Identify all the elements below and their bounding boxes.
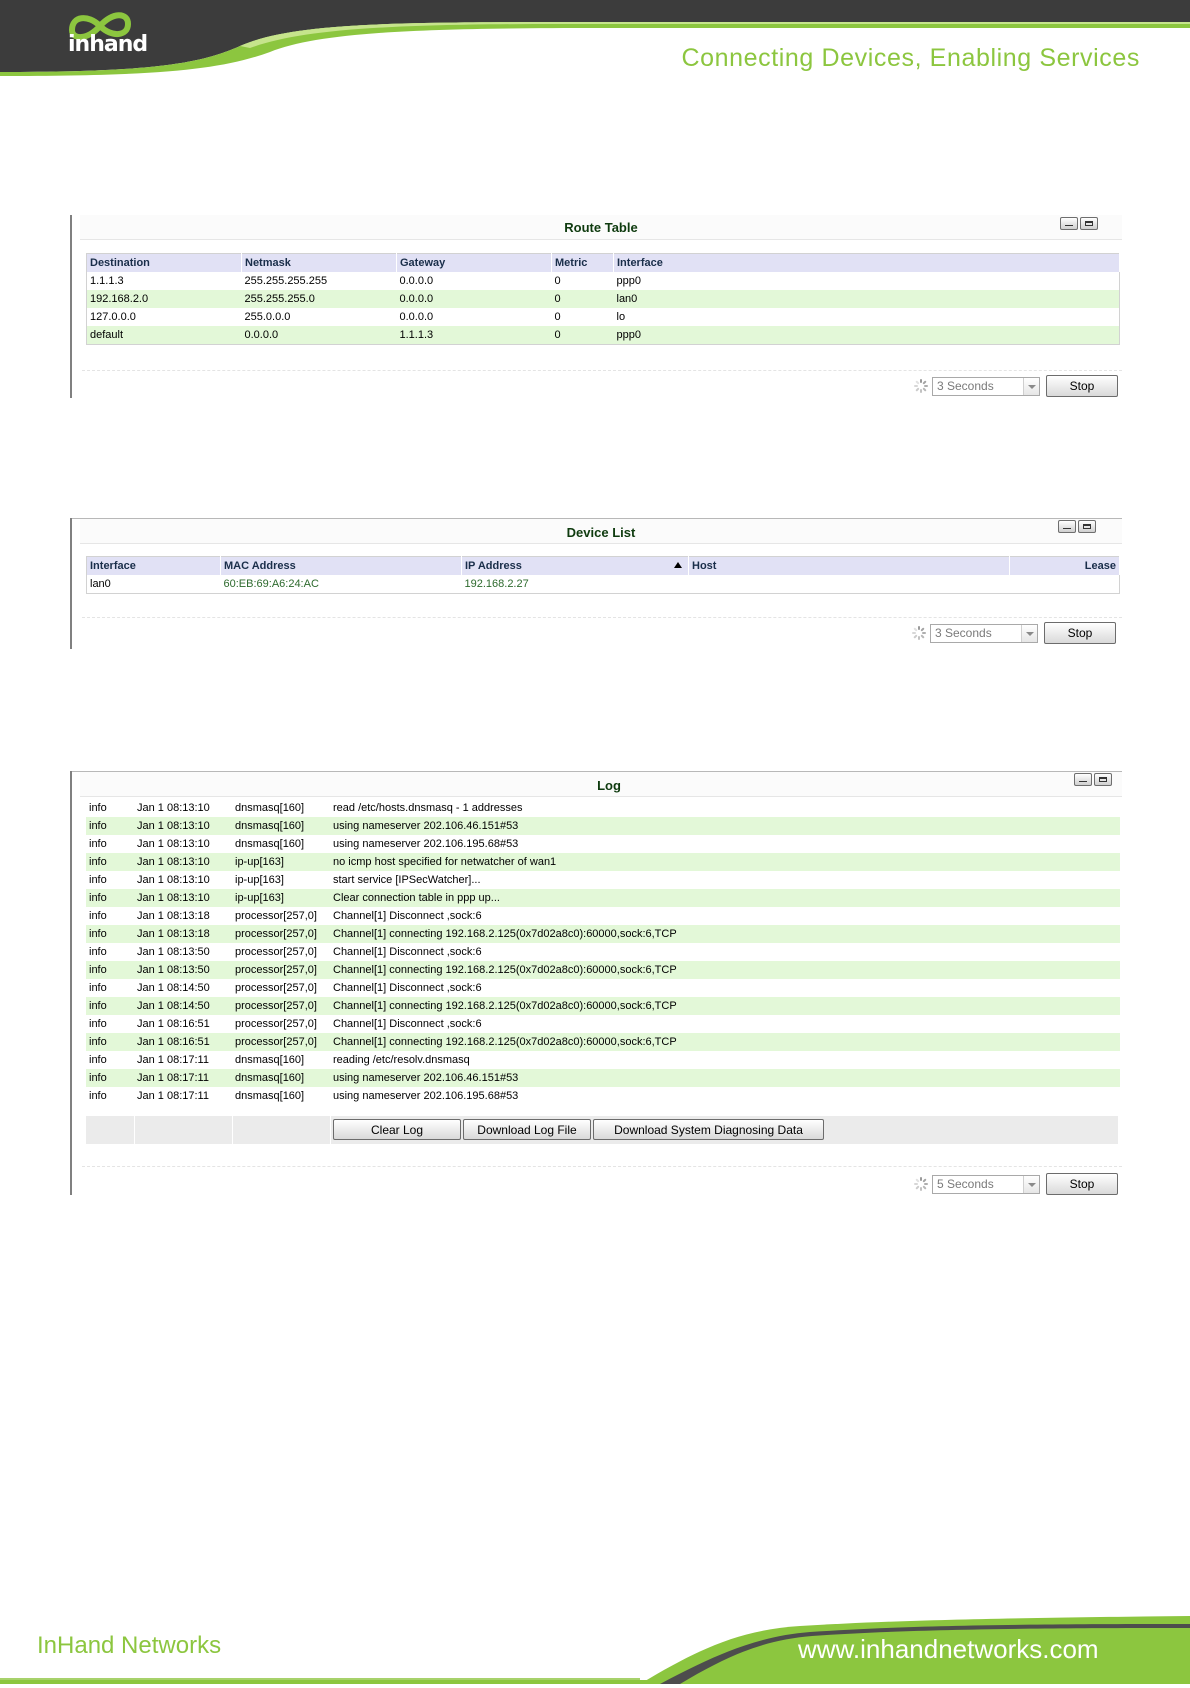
- footer-website[interactable]: www.inhandnetworks.com: [798, 1634, 1099, 1664]
- log-time: Jan 1 08:13:10: [134, 853, 232, 871]
- column-header-interface[interactable]: Interface: [87, 557, 221, 576]
- route-table-refresh-controls: [914, 375, 1118, 397]
- route-interface: ppp0: [614, 272, 1120, 290]
- log-message: Channel[1] Disconnect ,sock:6: [330, 907, 1120, 925]
- route-metric: 0: [552, 326, 614, 345]
- refresh-interval-value: 5 Seconds: [937, 1176, 994, 1191]
- log-message: Channel[1] connecting 192.168.2.125(0x7d02a8c0):60000,sock:6,TCP: [330, 1033, 1120, 1051]
- log-level: info: [86, 943, 134, 961]
- log-row: [86, 997, 1120, 1015]
- loading-spinner-icon: [912, 626, 926, 640]
- chevron-down-icon[interactable]: [1021, 625, 1037, 642]
- log-source: processor[257,0]: [232, 907, 330, 925]
- log-level: info: [86, 1087, 134, 1105]
- device-list-title: Device List: [566, 525, 636, 540]
- log-row: [86, 943, 1120, 961]
- log-source: processor[257,0]: [232, 1015, 330, 1033]
- log-source: processor[257,0]: [232, 997, 330, 1015]
- log-source: dnsmasq[160]: [232, 817, 330, 835]
- refresh-interval-value: 3 Seconds: [937, 378, 994, 393]
- minimize-icon[interactable]: [1060, 217, 1078, 230]
- table-row: [87, 290, 1120, 308]
- route-netmask: 255.255.255.255: [242, 272, 397, 290]
- minimize-icon[interactable]: [1058, 520, 1076, 533]
- log-entries: [86, 799, 1120, 1105]
- log-message: using nameserver 202.106.195.68#53: [330, 835, 1120, 853]
- device-lease: [1010, 575, 1120, 594]
- log-source: dnsmasq[160]: [232, 1087, 330, 1105]
- route-metric: 0: [552, 290, 614, 308]
- log-message: using nameserver 202.106.46.151#53: [330, 817, 1120, 835]
- log-row: [86, 799, 1120, 817]
- log-message: using nameserver 202.106.46.151#53: [330, 1069, 1120, 1087]
- log-message: Channel[1] connecting 192.168.2.125(0x7d02a8c0):60000,sock:6,TCP: [330, 925, 1120, 943]
- table-row: [87, 308, 1120, 326]
- route-gateway: 0.0.0.0: [397, 308, 552, 326]
- log-source: processor[257,0]: [232, 943, 330, 961]
- log-message: read /etc/hosts.dnsmasq - 1 addresses: [330, 799, 1120, 817]
- log-time: Jan 1 08:13:18: [134, 907, 232, 925]
- log-message: Channel[1] connecting 192.168.2.125(0x7d02a8c0):60000,sock:6,TCP: [330, 961, 1120, 979]
- log-source: dnsmasq[160]: [232, 799, 330, 817]
- column-header-gateway[interactable]: Gateway: [397, 254, 552, 273]
- log-level: info: [86, 835, 134, 853]
- stop-button[interactable]: Stop: [1044, 622, 1116, 644]
- log-row: [86, 907, 1120, 925]
- refresh-interval-value: 3 Seconds: [935, 625, 992, 640]
- route-table-panel: [70, 215, 1122, 398]
- log-row: [86, 979, 1120, 997]
- log-row: [86, 889, 1120, 907]
- log-source: ip-up[163]: [232, 889, 330, 907]
- table-row: [87, 326, 1120, 345]
- device-list-panel: [70, 518, 1122, 649]
- page-header: [0, 0, 1190, 100]
- device-host: [689, 575, 1010, 594]
- log-row: [86, 871, 1120, 889]
- route-destination: default: [87, 326, 242, 345]
- log-time: Jan 1 08:14:50: [134, 979, 232, 997]
- log-level: info: [86, 817, 134, 835]
- log-time: Jan 1 08:14:50: [134, 997, 232, 1015]
- log-refresh-controls: [914, 1173, 1118, 1195]
- log-source: processor[257,0]: [232, 961, 330, 979]
- log-level: info: [86, 1069, 134, 1087]
- log-message: Channel[1] Disconnect ,sock:6: [330, 1015, 1120, 1033]
- log-message: no icmp host specified for netwatcher of wan1: [330, 853, 1120, 871]
- route-netmask: 255.255.255.0: [242, 290, 397, 308]
- divider: [82, 1166, 1122, 1167]
- log-message: Clear connection table in ppp up...: [330, 889, 1120, 907]
- log-row: [86, 853, 1120, 871]
- page-footer: [0, 1608, 1190, 1684]
- log-row: [86, 1069, 1120, 1087]
- log-source: dnsmasq[160]: [232, 1051, 330, 1069]
- route-netmask: 255.0.0.0: [242, 308, 397, 326]
- clear-log-button[interactable]: Clear Log: [333, 1119, 461, 1140]
- table-row: [87, 272, 1120, 290]
- log-row: [86, 961, 1120, 979]
- route-gateway: 0.0.0.0: [397, 290, 552, 308]
- route-interface: lo: [614, 308, 1120, 326]
- log-level: info: [86, 907, 134, 925]
- loading-spinner-icon: [914, 379, 928, 393]
- log-time: Jan 1 08:13:10: [134, 799, 232, 817]
- download-diagnosing-data-button[interactable]: Download System Diagnosing Data: [593, 1119, 824, 1140]
- route-destination: 127.0.0.0: [87, 308, 242, 326]
- refresh-interval-select[interactable]: [932, 1175, 1040, 1194]
- log-time: Jan 1 08:13:18: [134, 925, 232, 943]
- log-panel: [70, 771, 1122, 1195]
- log-message: reading /etc/resolv.dnsmasq: [330, 1051, 1120, 1069]
- log-message: Channel[1] connecting 192.168.2.125(0x7d02a8c0):60000,sock:6,TCP: [330, 997, 1120, 1015]
- route-gateway: 0.0.0.0: [397, 272, 552, 290]
- log-level: info: [86, 1033, 134, 1051]
- sort-ascending-icon: [674, 562, 682, 568]
- log-level: info: [86, 853, 134, 871]
- log-row: [86, 1087, 1120, 1105]
- log-source: processor[257,0]: [232, 925, 330, 943]
- column-header-interface[interactable]: Interface: [614, 254, 1120, 273]
- route-metric: 0: [552, 272, 614, 290]
- column-header-lease[interactable]: Lease: [1010, 557, 1120, 576]
- logo-text: inhand: [68, 32, 148, 57]
- log-message: start service [IPSecWatcher]...: [330, 871, 1120, 889]
- log-time: Jan 1 08:13:50: [134, 943, 232, 961]
- footer-company: InHand Networks: [37, 1632, 222, 1659]
- route-metric: 0: [552, 308, 614, 326]
- maximize-icon[interactable]: [1080, 217, 1098, 230]
- log-row: [86, 817, 1120, 835]
- divider: [330, 1116, 331, 1144]
- column-header-mac-address[interactable]: MAC Address: [221, 557, 462, 576]
- log-level: info: [86, 925, 134, 943]
- column-header-destination[interactable]: Destination: [87, 254, 242, 273]
- log-level: info: [86, 889, 134, 907]
- device-list-header: [87, 557, 1120, 576]
- log-message: using nameserver 202.106.195.68#53: [330, 1087, 1120, 1105]
- log-row: [86, 925, 1120, 943]
- log-time: Jan 1 08:13:10: [134, 835, 232, 853]
- maximize-icon[interactable]: [1094, 773, 1112, 786]
- refresh-interval-select[interactable]: [930, 624, 1038, 643]
- chevron-down-icon[interactable]: [1023, 378, 1039, 395]
- log-title: Log: [597, 778, 621, 793]
- table-row: [87, 575, 1120, 594]
- stop-button[interactable]: Stop: [1046, 1173, 1118, 1195]
- log-time: Jan 1 08:16:51: [134, 1015, 232, 1033]
- log-actions-bar: [86, 1116, 1118, 1144]
- log-level: info: [86, 871, 134, 889]
- device-list-window-buttons: [1058, 520, 1096, 533]
- divider: [82, 617, 1122, 618]
- route-interface: ppp0: [614, 326, 1120, 345]
- route-interface: lan0: [614, 290, 1120, 308]
- route-destination: 1.1.1.3: [87, 272, 242, 290]
- log-time: Jan 1 08:17:11: [134, 1069, 232, 1087]
- ip-address-header-label: IP Address: [465, 560, 522, 572]
- log-time: Jan 1 08:13:10: [134, 871, 232, 889]
- log-row: [86, 1015, 1120, 1033]
- refresh-interval-select[interactable]: [932, 377, 1040, 396]
- divider: [134, 1116, 135, 1144]
- device-ip-address: 192.168.2.27: [462, 575, 689, 594]
- column-header-netmask[interactable]: Netmask: [242, 254, 397, 273]
- device-mac-address: 60:EB:69:A6:24:AC: [221, 575, 462, 594]
- log-window-buttons: [1074, 773, 1112, 786]
- log-table: [86, 799, 1120, 1105]
- device-interface: lan0: [87, 575, 221, 594]
- log-row: [86, 1033, 1120, 1051]
- log-source: dnsmasq[160]: [232, 1069, 330, 1087]
- route-netmask: 0.0.0.0: [242, 326, 397, 345]
- log-time: Jan 1 08:13:10: [134, 817, 232, 835]
- log-source: processor[257,0]: [232, 979, 330, 997]
- route-table-window-buttons: [1060, 217, 1098, 230]
- minimize-icon[interactable]: [1074, 773, 1092, 786]
- route-table: [86, 253, 1120, 345]
- route-destination: 192.168.2.0: [87, 290, 242, 308]
- log-level: info: [86, 1015, 134, 1033]
- log-level: info: [86, 979, 134, 997]
- log-level: info: [86, 961, 134, 979]
- device-list-title-bar: [80, 519, 1122, 544]
- log-time: Jan 1 08:13:10: [134, 889, 232, 907]
- log-source: dnsmasq[160]: [232, 835, 330, 853]
- column-header-host[interactable]: Host: [689, 557, 1010, 576]
- stop-button[interactable]: Stop: [1046, 375, 1118, 397]
- column-header-ip-address[interactable]: [462, 557, 689, 576]
- log-source: ip-up[163]: [232, 853, 330, 871]
- log-time: Jan 1 08:17:11: [134, 1051, 232, 1069]
- log-source: processor[257,0]: [232, 1033, 330, 1051]
- log-title-bar: [80, 772, 1122, 797]
- header-slogan: Connecting Devices, Enabling Services: [681, 44, 1140, 72]
- log-level: info: [86, 1051, 134, 1069]
- log-level: info: [86, 997, 134, 1015]
- divider: [82, 370, 1122, 371]
- log-message: Channel[1] Disconnect ,sock:6: [330, 943, 1120, 961]
- divider: [232, 1116, 233, 1144]
- device-list-table: [86, 556, 1120, 594]
- route-table-header: [87, 254, 1120, 273]
- log-row: [86, 1051, 1120, 1069]
- chevron-down-icon[interactable]: [1023, 1176, 1039, 1193]
- log-level: info: [86, 799, 134, 817]
- log-time: Jan 1 08:16:51: [134, 1033, 232, 1051]
- log-row: [86, 835, 1120, 853]
- column-header-metric[interactable]: Metric: [552, 254, 614, 273]
- device-list-refresh-controls: [912, 622, 1116, 644]
- route-table-title: Route Table: [564, 220, 638, 235]
- log-message: Channel[1] Disconnect ,sock:6: [330, 979, 1120, 997]
- route-gateway: 1.1.1.3: [397, 326, 552, 345]
- download-log-file-button[interactable]: Download Log File: [463, 1119, 591, 1140]
- maximize-icon[interactable]: [1078, 520, 1096, 533]
- log-time: Jan 1 08:17:11: [134, 1087, 232, 1105]
- log-time: Jan 1 08:13:50: [134, 961, 232, 979]
- route-table-title-bar: [80, 215, 1122, 240]
- loading-spinner-icon: [914, 1177, 928, 1191]
- log-source: ip-up[163]: [232, 871, 330, 889]
